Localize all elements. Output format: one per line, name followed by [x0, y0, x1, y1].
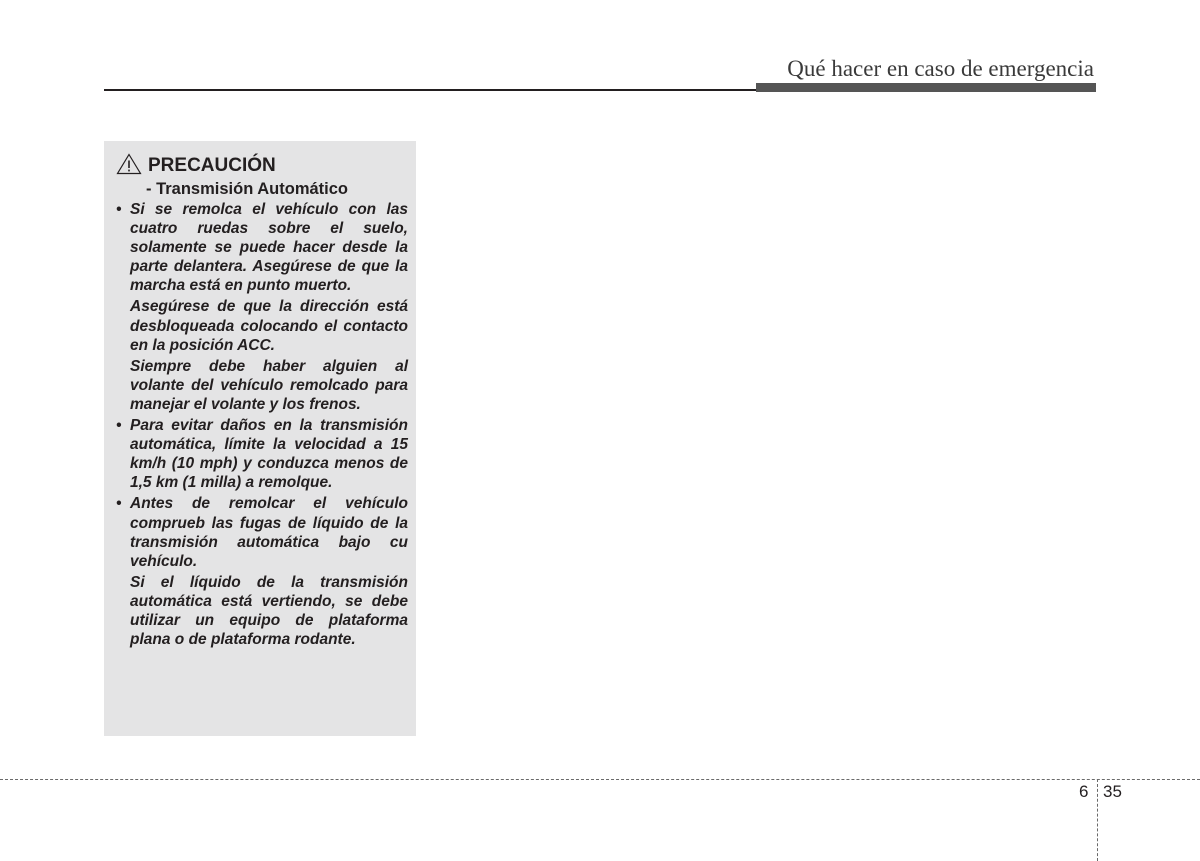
bullet-marker: •: [116, 201, 122, 218]
paragraph-text: Para evitar daños en la transmisión automática, límite la velocidad a 15 km/h (10 mph) y conduzca menos de 1,5 km (1 milla) a remolque.: [130, 417, 408, 492]
page-header-title: Qué hacer en caso de emergencia: [787, 56, 1094, 81]
caution-paragraph: [116, 200, 408, 295]
caution-subtitle: - Transmisión Automático: [146, 180, 348, 198]
caution-paragraph: [116, 494, 408, 570]
bullet-marker: •: [116, 417, 122, 435]
caution-paragraph: [116, 416, 408, 492]
paragraph-text: Siempre debe haber alguien al volante del vehículo remolcado para manejar el volante y los frenos.: [130, 357, 408, 413]
caution-box: [104, 141, 416, 736]
header-rule: [104, 89, 756, 91]
footer-rule: [0, 779, 1200, 780]
footer-divider: [1097, 779, 1098, 861]
warning-triangle-icon: [116, 153, 142, 175]
caution-title: PRECAUCIÓN: [148, 155, 276, 176]
caution-header: [116, 155, 408, 179]
paragraph-text: Si se remolca el vehículo con las cuatro ruedas sobre el suelo, solamente se puede hacer desde la parte delantera. Asegúrese de que la marcha está en punto muerto.: [130, 201, 408, 295]
header-rule-accent: [756, 83, 1096, 92]
caution-paragraph: [116, 297, 408, 354]
caution-paragraph: [116, 357, 408, 414]
chapter-number: 6: [1079, 782, 1089, 801]
paragraph-text: Asegúrese de que la dirección está desbloqueada colocando el contacto en la posición ACC.: [130, 298, 408, 354]
paragraph-text: Antes de remolcar el vehículo comprueb las fugas de líquido de la transmisión automática bajo cu vehículo.: [130, 495, 408, 570]
paragraph-text: Si el líquido de la transmisión automática está vertiendo, se debe utilizar un equipo de plataforma plana o de plataforma rodante.: [130, 573, 408, 649]
page-number: 35: [1103, 782, 1122, 801]
caution-paragraph: [116, 573, 408, 649]
bullet-marker: •: [116, 495, 122, 513]
